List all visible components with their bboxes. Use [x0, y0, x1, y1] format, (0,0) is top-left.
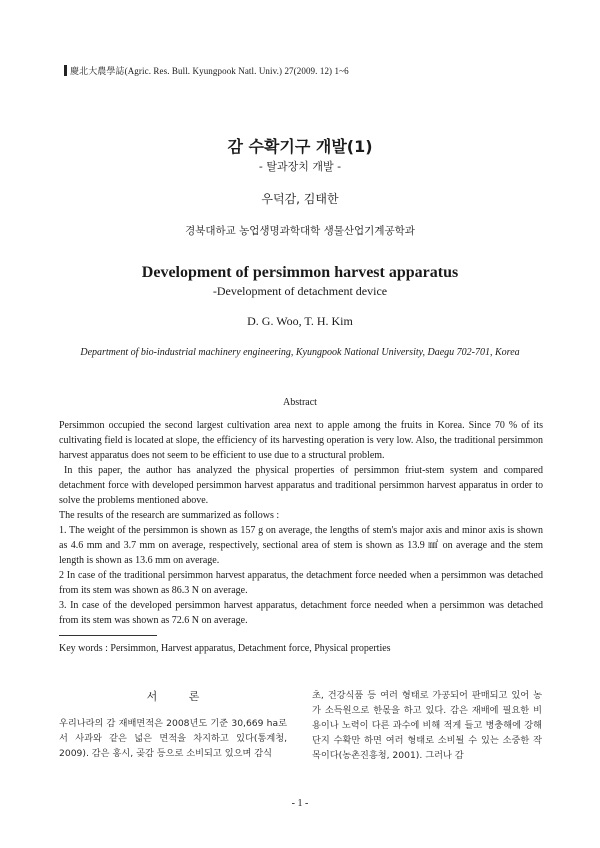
korean-authors: 우덕감, 김태한: [261, 192, 339, 206]
section-heading: 서 론: [146, 690, 214, 703]
journal-citation: 慶北大農學誌(Agric. Res. Bull. Kyungpook Natl. Univ.) 27(2009. 12) 1~6: [70, 66, 349, 76]
english-subtitle: -Development of detachment device: [212, 284, 388, 298]
page-number: - 1 -: [291, 798, 309, 809]
english-authors: D. G. Woo, T. H. Kim: [247, 314, 353, 328]
korean-affiliation: 경북대하교 농업생명과학대학 생물산업기계공학과: [185, 225, 415, 237]
body-paragraph-right: 초, 건강식품 등 여러 형태로 가공되어 판매되고 있어 농가 소득원으로 한몫을 하고 있다. 감은 재배에 필요한 비용이나 노력이 다른 과수에 비해 적게 들고 병충해에 강해 단지 수확만 하면 여러 형태로 소비될 수 있는 소중한 작목이다(농촌진흥청, 2001). 그러나 감: [312, 690, 542, 761]
korean-subtitle: - 탈과장치 개발 -: [258, 160, 342, 173]
abstract-paragraph: In this paper, the author has analyzed the physical properties of persimmon friut-stem system and compared detachment force with developed persimmon harvest apparatus and traditional persimmon harvest apparatus in order to solve the problems mentioned above.: [59, 465, 543, 506]
abstract-paragraph: 1. The weight of the persimmon is shown as 157 g on average, the lengths of stem's major axis and minor axis is shown as 4.6 mm and 3.7 mm on average, respectively, sectional area of stem is shown as 13.9 ㎟ on average and the stem length is shown as 13.6 mm on average.: [59, 525, 543, 566]
abstract-paragraph: 3. In case of the developed persimmon harvest apparatus, detachment force needed when a persimmon was detached from its stem was shown as 72.6 N on average.: [59, 600, 543, 626]
header-bar: [64, 65, 67, 76]
korean-title: 감 수확기구 개발(1): [227, 137, 373, 156]
keywords: Key words : Persimmon, Harvest apparatus, Detachment force, Physical properties: [59, 643, 391, 654]
abstract-paragraph: The results of the research are summarized as follows :: [59, 510, 280, 521]
english-affiliation: Department of bio-industrial machinery engineering, Kyungpook National University, Daegu 702-701, Korea: [80, 347, 520, 358]
divider: [59, 635, 157, 636]
body-right-column: [312, 688, 542, 763]
abstract-heading: Abstract: [283, 397, 317, 408]
abstract-paragraph: Persimmon occupied the second largest cultivation area next to apple among the fruits in Korea. Since 70 % of its cultivating field is located at slope, the efficiency of its harvesting operation is very low. Also, the traditional persimmon harvest apparatus does not seem to be efficient to use due to a structural problem.: [59, 420, 543, 461]
english-title: Development of persimmon harvest apparatus: [141, 264, 459, 281]
abstract-paragraph: 2 In case of the traditional persimmon harvest apparatus, the detachment force needed when a persimmon was detached from its stem was shown as 86.3 N on average.: [59, 570, 543, 596]
body-left-column: [59, 688, 287, 761]
abstract-body: [59, 418, 543, 628]
body-paragraph-left: 우리나라의 감 재배면적은 2008년도 기준 30,669 ha로서 사과와 같은 넓은 면적을 차지하고 있다(통계청, 2009). 감은 홍시, 곶감 등으로 소비되고 있으며 감식: [59, 718, 287, 759]
